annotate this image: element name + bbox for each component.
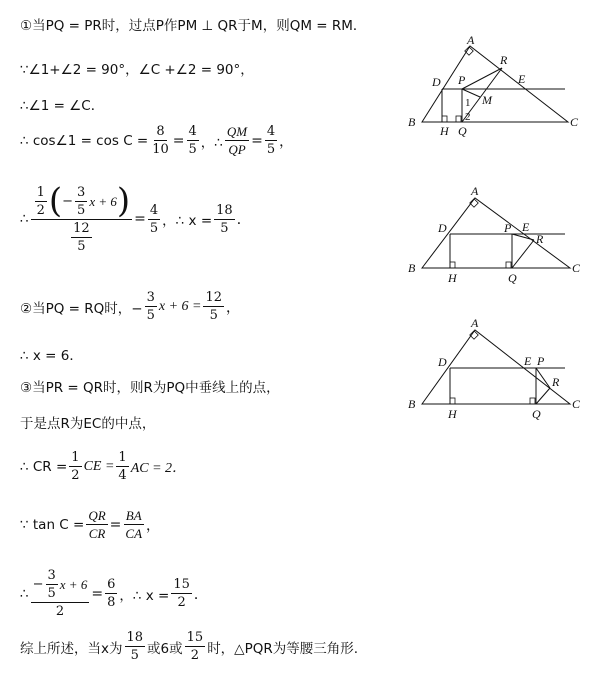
right-angle-q (530, 398, 535, 404)
fraction-denominator: 2 (71, 468, 80, 483)
label-c: C (572, 397, 580, 411)
fraction-denominator: 2 (36, 202, 45, 218)
fraction-denominator: 5 (149, 220, 159, 236)
case3-tan-equation: ∵ tan C = $\frac{QR}{CR}$ = $\frac{BA}{CA}$ ， (20, 508, 161, 541)
fraction-4-5c (148, 203, 160, 236)
label-p: P (458, 73, 466, 87)
fraction-denominator: 5 (188, 142, 197, 157)
figure-case1 (400, 34, 580, 144)
big-numerator: $\frac{1}{2}$ ( − $\frac{3}{5}$ x + 6 ) (31, 184, 133, 220)
fraction-numerator: 8 (156, 124, 165, 139)
fraction-half (35, 185, 47, 218)
separator: ，∴ (200, 134, 223, 151)
big-numerator (31, 568, 90, 603)
right-angle-h (442, 116, 447, 122)
fraction-half (69, 450, 81, 483)
label-r: R (500, 53, 508, 67)
segment-qr (512, 240, 534, 268)
fraction-numerator: 3 (47, 568, 56, 583)
right-angle-h (450, 262, 455, 268)
fraction-denominator: 10 (152, 142, 169, 157)
fraction-numerator: 18 (126, 630, 144, 645)
big-fraction (31, 568, 90, 619)
fraction-numerator: 1 (71, 450, 80, 465)
fraction-denominator: 5 (146, 308, 155, 323)
label-a: A (467, 34, 475, 47)
fraction-numerator: 1 (118, 450, 127, 465)
label-b: B (408, 115, 416, 129)
segment-pm (462, 89, 480, 97)
conclusion-tail: 时，△PQR为等腰三角形. (207, 640, 359, 657)
fraction-numerator: BA (125, 508, 142, 523)
case3-heading: ③当PR = QR时，则R为PQ中垂线上的点， (20, 380, 280, 396)
label-b: B (408, 397, 416, 411)
fraction-8-10 (150, 124, 171, 157)
label-angle-2: 2 (465, 111, 471, 123)
ce-term: CE = (83, 458, 115, 474)
right-angle-q (506, 262, 511, 268)
therefore-symbol: ∴ (20, 211, 29, 227)
fraction-18-5 (214, 203, 235, 236)
fraction-denominator: 5 (77, 202, 86, 218)
case3-cr-equation (20, 450, 186, 483)
label-a: A (471, 186, 479, 198)
triangle-abc (422, 46, 568, 122)
fraction-numerator: QR (88, 508, 106, 523)
fraction-numerator: 15 (186, 630, 204, 645)
conclusion-or: 或6或 (147, 640, 183, 657)
fraction-denominator: 5 (47, 586, 56, 601)
fraction-numerator: 6 (107, 577, 116, 592)
fraction-numerator: 12 (205, 290, 223, 305)
label-p: P (537, 354, 545, 368)
label-m: M (482, 93, 492, 107)
right-angle-h (450, 398, 455, 404)
fraction-12-5 (71, 221, 92, 254)
fraction-3-5 (75, 185, 87, 218)
label-h: H (440, 124, 449, 138)
tan-lhs: ∵ tan C = (20, 516, 85, 533)
fraction-denominator: 8 (107, 595, 116, 610)
big-denominator (67, 220, 96, 254)
label-c: C (572, 261, 580, 275)
label-h: H (448, 407, 457, 421)
expression-rest: x + 6 (89, 193, 117, 209)
fraction-qm-qp (225, 124, 249, 157)
fraction-18-5 (125, 630, 146, 663)
fraction-numerator: 3 (146, 290, 155, 305)
segment-qr (536, 388, 550, 404)
conclusion-lead: 综上所述，当x为 (20, 640, 123, 657)
label-e: E (524, 354, 532, 368)
big-fraction (31, 181, 133, 254)
fraction-4-5 (187, 124, 199, 157)
label-d: D (432, 75, 441, 89)
conclusion (20, 630, 358, 663)
fraction-4-5b (265, 124, 277, 157)
label-d: D (438, 355, 447, 369)
fraction-denominator: 2 (177, 595, 186, 610)
fraction-denominator: 5 (209, 308, 218, 323)
label-h: H (448, 271, 457, 285)
fraction-3-5 (46, 568, 58, 601)
cr-lhs: ∴ CR = (20, 458, 68, 475)
label-c: C (570, 115, 579, 129)
fraction-15-2 (171, 577, 192, 610)
figure-case2 (400, 186, 580, 286)
figure-case3 (400, 318, 580, 422)
fraction-numerator: QM (226, 124, 248, 139)
fraction-denominator: 5 (77, 239, 86, 254)
case1-therefore-angles: ∴∠1 = ∠C． (20, 98, 105, 114)
label-q: Q (458, 124, 467, 138)
fraction-denominator: 5 (220, 220, 229, 236)
fraction-15-2 (185, 630, 206, 663)
fraction-numerator: 4 (149, 202, 159, 218)
fraction-denominator: 4 (118, 468, 127, 483)
fraction-qr-cr (86, 508, 107, 541)
case1-solve-equation: ∴ $\frac{1}{2}$ ( − $\frac{3}{5}$ x + 6 ) $\frac{12}{5}$ = $\frac{4}{5}$ ，∴ x = $\frac{18}{5}$ ． (20, 181, 251, 254)
case1-heading: ①当PQ = PR时，过点P作PM ⊥ QR于M，则QM = RM． (20, 18, 367, 34)
expression-rest: x + 6 = (158, 298, 202, 314)
fraction-numerator: 1 (36, 184, 45, 200)
fraction-numerator: 4 (188, 124, 197, 139)
case1-cos-equation: ∴ cos∠1 = cos C = $\frac{8}{10}$ = $\frac{4}{5}$ ，∴ $\frac{QM}{QP}$ = $\frac{4}{5}$ ， (20, 124, 294, 157)
fraction-6-8 (105, 577, 117, 610)
fraction-numerator: 3 (77, 184, 86, 200)
case3-solve-equation: ∴ − $\frac{3}{5}$ x + 6 2 = $\frac{6}{8}$ ，∴ x = $\frac{15}{2}$ ． (20, 568, 208, 619)
segment-pr (536, 368, 550, 388)
label-q: Q (508, 271, 517, 285)
fraction-12-5 (203, 290, 224, 323)
fraction-numerator: 18 (216, 202, 233, 218)
minus-sign: − (32, 577, 44, 592)
fraction-numerator: 12 (73, 221, 90, 236)
case1-because: ∵∠1+∠2 = 90°，∠C +∠2 = 90°， (20, 62, 254, 78)
cos-lhs: ∴ cos∠1 = cos C = (20, 132, 149, 149)
label-r: R (536, 232, 544, 246)
fraction-denominator: 2 (190, 648, 200, 663)
segment-pr (512, 234, 534, 240)
minus-sign: − (62, 193, 74, 209)
therefore-symbol: ∴ (20, 585, 29, 602)
case2-result: ∴ x = 6． (20, 348, 83, 364)
fraction-denominator: 5 (130, 648, 139, 663)
label-e: E (522, 220, 530, 234)
fraction-quarter (116, 450, 128, 483)
x-equals: ，∴ x = (162, 213, 213, 229)
label-q: Q (532, 407, 541, 421)
label-a: A (471, 318, 479, 330)
case3-midpoint: 于是点R为EC的中点， (20, 416, 156, 432)
expression-rest: x + 6 (59, 577, 88, 592)
segment-pr (462, 68, 502, 89)
right-angle-q (456, 116, 461, 122)
case2-equation: ②当PQ = RQ时，− $\frac{3}{5}$ x + 6 = $\frac{12}{5}$ ， (20, 290, 241, 323)
fraction-3-5 (145, 290, 157, 323)
big-denominator: 2 (55, 604, 65, 619)
fraction-numerator: 4 (266, 124, 276, 139)
fraction-denominator: QP (228, 142, 246, 157)
ac-term: AC = 2． (130, 460, 187, 476)
x-equals: ，∴ x = (119, 587, 170, 604)
label-d: D (438, 221, 447, 235)
label-p: P (504, 221, 512, 235)
fraction-denominator: CA (125, 526, 143, 541)
fraction-denominator: CR (88, 526, 106, 541)
label-b: B (408, 261, 416, 275)
fraction-denominator: 5 (266, 142, 276, 157)
label-angle-1: 1 (465, 97, 471, 109)
case2-heading: ②当PQ = RQ时，− (20, 300, 143, 317)
label-r: R (552, 375, 560, 389)
fraction-numerator: 15 (173, 577, 190, 592)
label-e: E (518, 72, 526, 86)
fraction-ba-ca (123, 508, 144, 541)
